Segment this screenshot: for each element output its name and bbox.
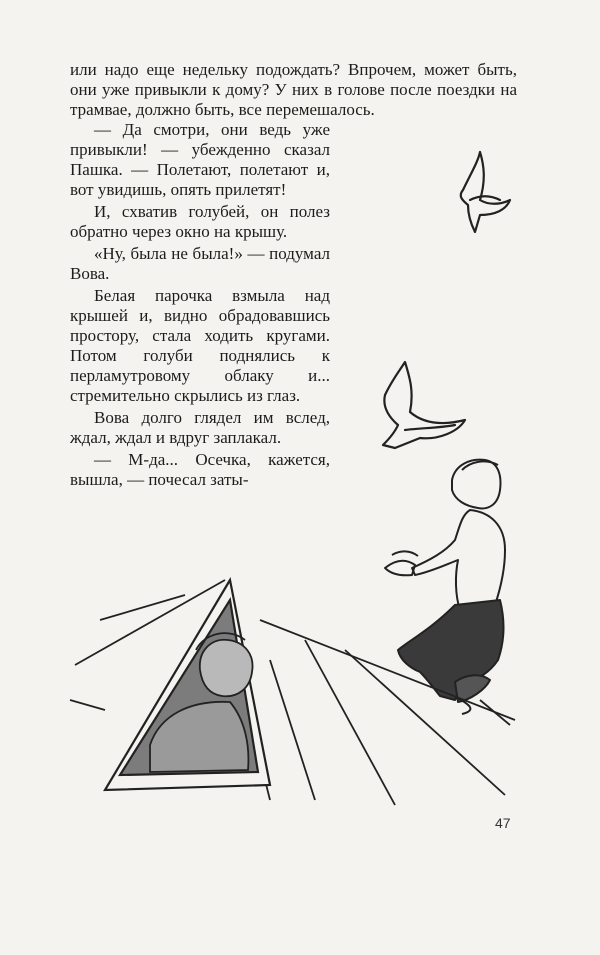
paragraph: Белая парочка взмыла над крышей и, видно обрадовавшись простору, стала ходить кругами. Потом голуби поднялись к перламутровому облаку и... стремительно скрылись из глаз. — [70, 286, 330, 405]
paragraph: — Да смотри, они ведь уже привыкли! — убежденно сказал Пашка. — Полетают, полетают и, вот увидишь, опять прилетят! — [70, 120, 330, 199]
paragraph: или надо еще недельку подождать? Впрочем, может быть, они уже привыкли к дому? У них в голове после поездки на трамвае, должно быть, все перемешалось. — [70, 60, 517, 119]
dove-icon — [383, 362, 465, 448]
paragraph: «Ну, была не была!» — подумал Вова. — [70, 244, 330, 283]
paragraph: И, схватив голубей, он полез обратно через окно на крышу. — [70, 202, 330, 241]
paragraph: — М-да... Осечка, кажется, вышла, — почесал заты- — [70, 450, 330, 489]
page-number: 47 — [495, 815, 511, 831]
dove-icon — [461, 152, 510, 232]
paragraph: Вова долго глядел им вслед, ждал, ждал и вдруг заплакал. — [70, 408, 330, 447]
